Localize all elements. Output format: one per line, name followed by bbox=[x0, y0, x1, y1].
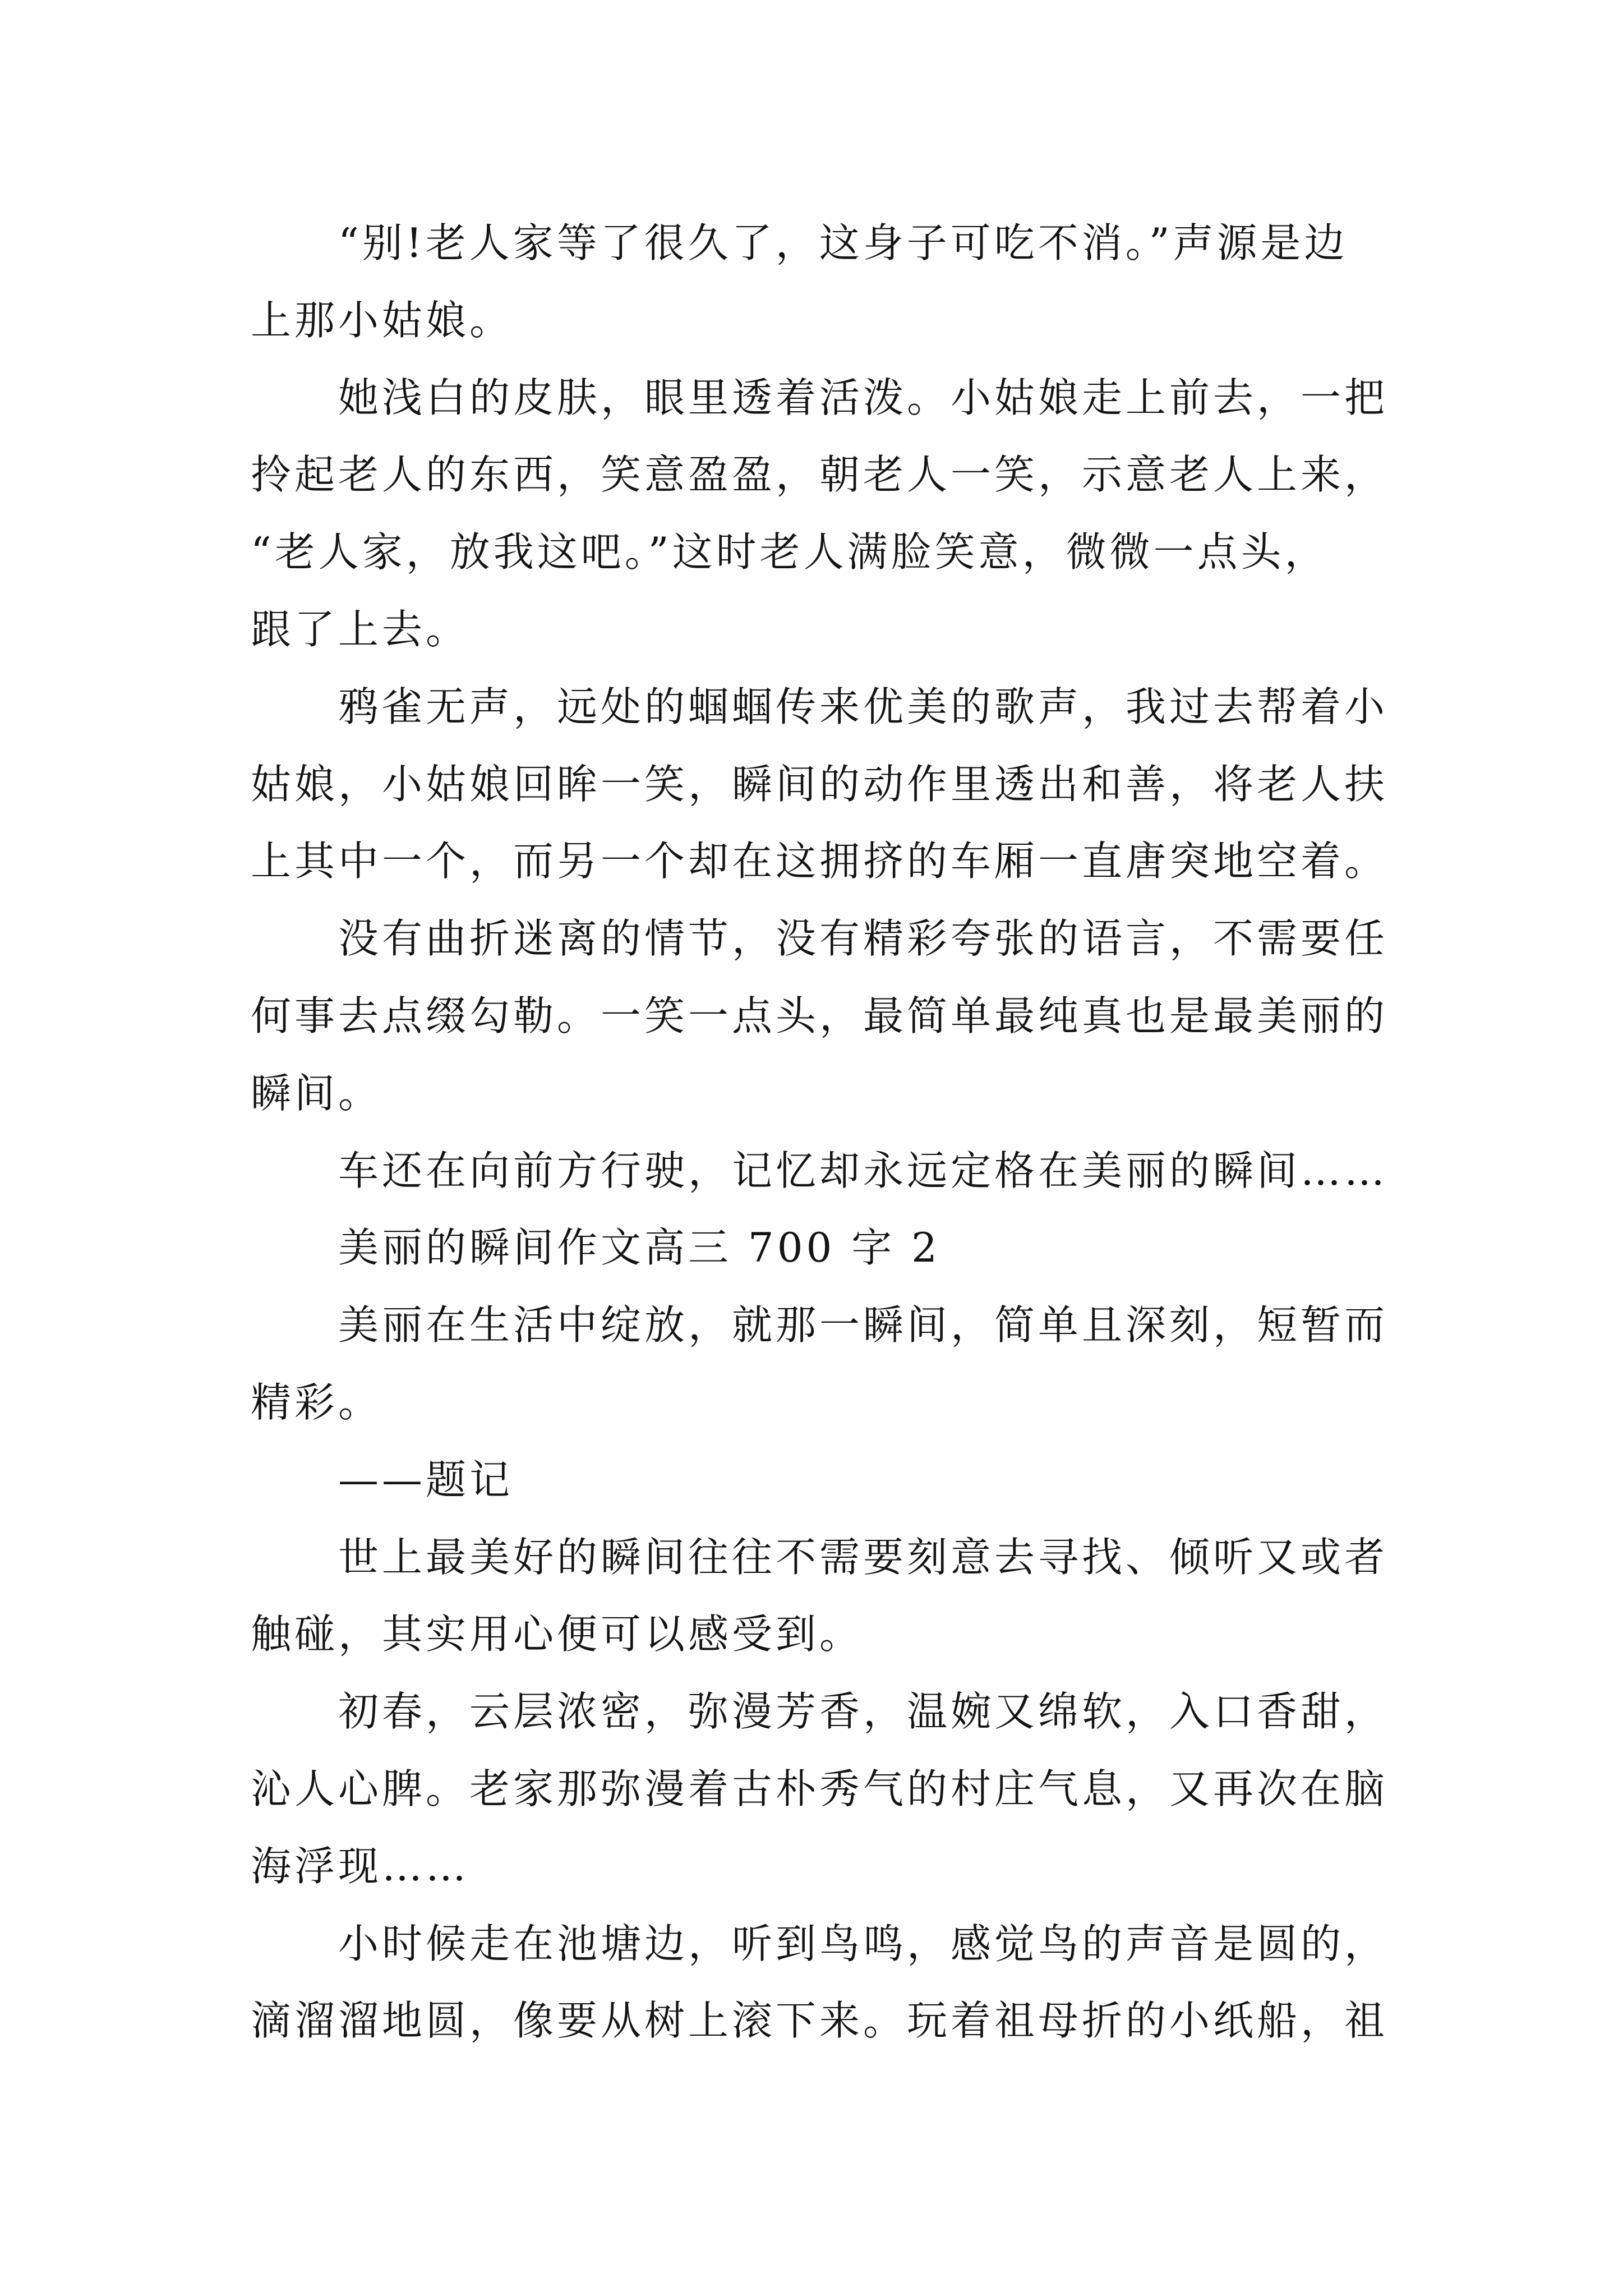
paragraph-line: 没有曲折迷离的情节，没有精彩夸张的语言，不需要任 bbox=[338, 915, 1389, 963]
epigraph-line: 精彩。 bbox=[251, 1378, 382, 1426]
paragraph-line: 车还在向前方行驶，记忆却永远定格在美丽的瞬间…… bbox=[338, 1147, 1389, 1194]
paragraph-line: 何事去点缀勾勒。一笑一点头，最简单最纯真也是最美丽的 bbox=[251, 992, 1389, 1039]
paragraph bbox=[251, 1673, 1428, 1905]
paragraph-line: 跟了上去。 bbox=[251, 605, 470, 653]
paragraph-line: 姑娘，小姑娘回眸一笑，瞬间的动作里透出和善，将老人扶 bbox=[251, 760, 1389, 808]
essay-title: 美丽的瞬间作文高三 700 字 2 bbox=[338, 1224, 940, 1272]
paragraph bbox=[251, 360, 1428, 669]
paragraph-line: “别!老人家等了很久了，这身子可吃不消。”声源是边 bbox=[338, 219, 1348, 266]
paragraph bbox=[251, 1133, 1428, 1210]
paragraph-line: 她浅白的皮肤，眼里透着活泼。小姑娘走上前去，一把 bbox=[338, 374, 1389, 421]
epigraph bbox=[251, 1287, 1428, 1519]
paragraph bbox=[251, 1519, 1428, 1674]
epigraph-line: 美丽在生活中绽放，就那一瞬间，简单且深刻，短暂而 bbox=[338, 1301, 1389, 1349]
paragraph-line: 世上最美好的瞬间往往不需要刻意去寻找、倾听又或者 bbox=[338, 1533, 1389, 1581]
paragraph-line: 初春，云层浓密，弥漫芳香，温婉又绵软，入口香甜， bbox=[338, 1688, 1389, 1736]
paragraph-line: 沁人心脾。老家那弥漫着古朴秀气的村庄气息，又再次在脑 bbox=[251, 1765, 1389, 1812]
paragraph-line: 上其中一个，而另一个却在这拥挤的车厢一直唐突地空着。 bbox=[251, 838, 1389, 885]
document-body bbox=[251, 205, 1428, 2060]
paragraph bbox=[251, 205, 1428, 360]
paragraph-line: 触碰，其实用心便可以感受到。 bbox=[251, 1611, 864, 1658]
paragraph-line: 滴溜溜地圆，像要从树上滚下来。玩着祖母折的小纸船，祖 bbox=[251, 1997, 1389, 2045]
paragraph-line: “老人家，放我这吧。”这时老人满脸笑意，微微一点头， bbox=[251, 528, 1329, 576]
paragraph-line: 小时候走在池塘边，听到鸟鸣，感觉鸟的声音是圆的， bbox=[338, 1920, 1389, 1967]
paragraph-line: 瞬间。 bbox=[251, 1069, 382, 1117]
paragraph bbox=[251, 900, 1428, 1132]
paragraph bbox=[251, 1906, 1428, 2060]
paragraph-line: 海浮现…… bbox=[251, 1842, 470, 1890]
paragraph-line: 鸦雀无声，远处的蝈蝈传来优美的歌声，我过去帮着小 bbox=[338, 683, 1389, 730]
paragraph-line: 拎起老人的东西，笑意盈盈，朝老人一笑，示意老人上来， bbox=[251, 451, 1389, 499]
paragraph bbox=[251, 669, 1428, 900]
paragraph-line: 上那小姑娘。 bbox=[251, 296, 514, 344]
epigraph-attribution: ——题记 bbox=[338, 1456, 514, 1503]
